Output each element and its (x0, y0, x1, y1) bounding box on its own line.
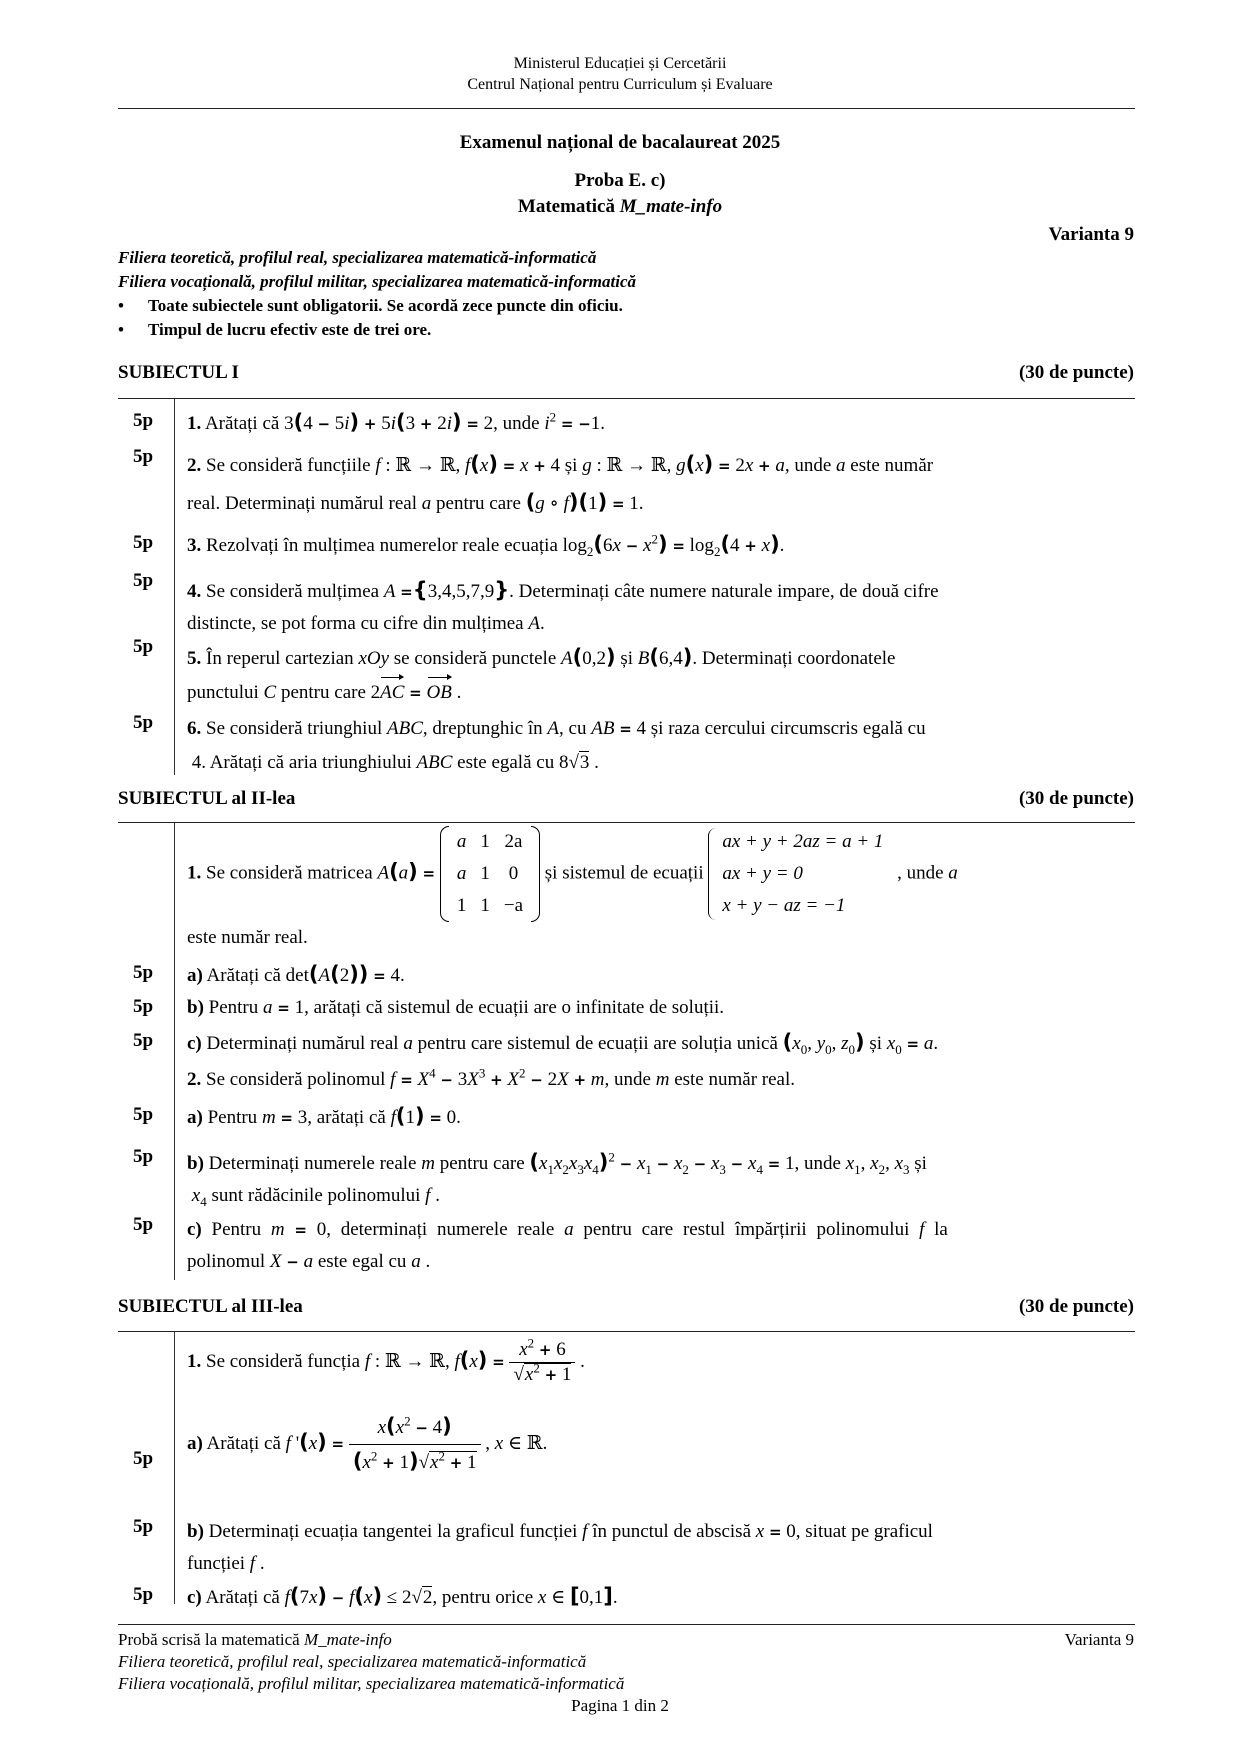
s2-p2-a: a) Pentru m = 3, arătați că f(1) = 0. (187, 1104, 461, 1128)
s1-question-6: 6. Se consideră triunghiul ABC, dreptunghic în A, cu AB = 4 și raza cercului circumscris egală cu 4. Arătați că aria triunghiului ABC este egală cu 8√3 . (187, 718, 926, 773)
s3-problem-1-intro: 1. Se consideră funcția f : ℝ → ℝ, f(x) = $\frac{x^2 + 6}{√x^2 + 1}$ . (187, 1335, 585, 1385)
question-number: 2. (187, 455, 202, 476)
proba-title: Proba E. c) (574, 170, 666, 191)
question-text: pentru care (276, 682, 371, 703)
question-text: Se consideră matricea (206, 862, 378, 884)
equation-system (708, 826, 892, 922)
points-label: 5p (132, 962, 154, 983)
s1-question-1: 1. Arătați că 3(4 − 5i) + 5i(3 + 2i) = 2, unde $i^2 = -1$. (187, 409, 606, 434)
subject-2-title: SUBIECTUL al II-lea (118, 788, 296, 809)
exam-title: Examenul național de bacalaureat 2025 (459, 132, 781, 153)
points-label: 5p (132, 410, 154, 431)
footer-variant: Varianta 9 (1064, 1630, 1134, 1649)
question-text: . Determinați câte numere naturale impare, de două cifre (509, 581, 939, 602)
question-text: , unde (784, 455, 837, 476)
question-text: pentru care (431, 493, 526, 514)
subject-3-title: SUBIECTUL al III-lea (118, 1296, 303, 1317)
subject-2-points: (30 de puncte) (1018, 788, 1134, 809)
footer-prefix: Probă scrisă la matematică (118, 1630, 304, 1649)
question-text: , unde (493, 413, 545, 434)
subject-name: M_mate-info (619, 196, 723, 217)
question-text: punctului (187, 682, 264, 703)
points-label: 5p (132, 636, 154, 657)
vector-ob: OB (427, 676, 452, 710)
question-text: este număr (845, 455, 934, 476)
bullet-2 (118, 320, 431, 340)
page-number: Pagina 1 din 2 (571, 1696, 669, 1715)
question-text: real. Determinați numărul real (187, 493, 422, 514)
question-text: și (615, 648, 638, 669)
s2-p2-c: c) Pentru m = 0, determinați numerele reale a pentru care restul împărțirii polinomului f la polinomul X − a este egal cu a . (187, 1219, 948, 1272)
s3-item-c: c) Arătați că f(7x) − f(x) ≤ 2√2, pentru orice x ∈ [0,1]. (187, 1584, 618, 1608)
question-number: 6. (187, 718, 202, 739)
s2-p1-b: b) Pentru a = 1, arătați că sistemul de ecuații are o infinitate de soluții. (187, 997, 725, 1018)
s1-question-4: 4. Se consideră mulțimea A ={3,4,5,7,9}. Determinați câte numere naturale impare, de două cifre distincte, se pot forma cu cifre din mulțimea A. (187, 578, 939, 634)
points-label: 5p (132, 570, 154, 591)
bullet-icon: • (118, 296, 124, 315)
question-number: 4. (187, 581, 202, 602)
question-text: distincte, se pot forma cu cifre din mulțimea (187, 613, 529, 634)
footer-filiera-1: Filiera teoretică, profilul real, specializarea matematică-informatică (118, 1652, 587, 1671)
question-text: 4. Arătați că aria triunghiului (191, 752, 417, 773)
points-label: 5p (132, 1584, 154, 1605)
question-text: . Determinați coordonatele (692, 648, 896, 669)
subject-1-points: (30 de puncte) (1018, 362, 1134, 383)
bullet-1 (118, 296, 623, 316)
subject-title (0, 196, 1240, 218)
fraction: $\frac{x^2 + 6}{√x^2 + 1}$ (509, 1338, 575, 1387)
s1-question-5: 5. În reperul cartezian xOy se consideră punctele A(0,2) și B(6,4). Determinați coordonatele punctului C pentru care 2AC = OB . (187, 640, 1135, 710)
points-label: 5p (132, 1214, 154, 1235)
s3-item-b: b) Determinați ecuația tangentei la graficul funcției f în punctul de abscisă x = 0, situat pe graficul funcției f . (187, 1521, 933, 1574)
question-text: Arătați că (204, 413, 285, 434)
vector-ac: AC (380, 676, 404, 710)
s2-p2-b: b) Determinați numerele reale m pentru care $(x_1x_2x_3x_4)^2 - x_1 - x_2 - x_3 - x_4 = 1$, unde $x_1$, $x_2$, $x_3$ și $x_4$ sunt rădăcinile polinomului f . (187, 1149, 927, 1209)
subject-1-title: SUBIECTUL I (118, 362, 239, 383)
s2-problem-2-intro: 2. Se consideră polinomul $f = X^4 - 3X^3 + X^2 - 2X + m$, unde m este număr real. (187, 1065, 795, 1090)
question-text: În reperul cartezian (206, 648, 359, 669)
ministry-name: Ministerul Educației și Cercetării (513, 55, 727, 72)
subject-1-column-separator (174, 399, 175, 775)
subject-3-column-separator (174, 1332, 175, 1604)
equation: x + y − az = −1 (722, 895, 846, 916)
s3-item-a: a) Arătați că f '(x) = $\frac{x(x^2 - 4)}{(x^2 + 1)√x^2 + 1}$ , x ∈ ℝ. (187, 1413, 548, 1473)
s2-problem-1-intro-end: este număr real. (187, 927, 308, 948)
equation: ax + y + 2az = a + 1 (722, 831, 884, 852)
footer-line-1 (118, 1630, 392, 1650)
center-name: Centrul Național pentru Curriculum și Evaluare (467, 76, 773, 93)
s1-question-2: 2. Se consideră funcțiile f : ℝ → ℝ, f(x) = x + 4 și g : ℝ → ℝ, g(x) = 2x + a, unde a este număr real. Determinați numărul real a pentru care (g ∘ f)(1) = 1. (187, 452, 934, 514)
question-text: și sistemul de ecuații (544, 862, 709, 884)
footer-filiera-2: Filiera vocațională, profilul militar, specializarea matematică-informatică (118, 1674, 625, 1693)
bullet-icon: • (118, 320, 124, 339)
question-number: 3. (187, 535, 202, 556)
variant-label: Varianta 9 (1048, 224, 1134, 245)
points-label: 5p (132, 1146, 154, 1167)
question-text: , unde (897, 862, 949, 884)
equation: ax + y = 0 (722, 863, 803, 884)
question-text: Se consideră funcțiile (206, 455, 376, 476)
bullet-text: Toate subiectele sunt obligatorii. Se acordă zece puncte din oficiu. (148, 296, 623, 315)
question-text: se consideră punctele (389, 648, 562, 669)
question-text: Rezolvați în mulțimea numerelor reale ecuația (206, 535, 563, 556)
points-label: 5p (132, 1448, 154, 1469)
question-text: , cu (559, 718, 592, 739)
footer-subject: M_mate-info (303, 1630, 392, 1649)
points-label: 5p (132, 996, 154, 1017)
question-text: Se consideră mulțimea (206, 581, 384, 602)
question-number: 5. (187, 648, 202, 669)
subject-prefix: Matematică (517, 196, 620, 217)
filiera-1: Filiera teoretică, profilul real, specializarea matematică-informatică (118, 248, 597, 267)
question-text: și raza cercului circumscris egală cu (646, 718, 926, 739)
s2-problem-1-intro: 1. Se consideră matricea A(a) = a 1 2a a 1 0 1 1 −a și sistemul de ecuații ax + y + 2az = a + 1 ax + y = 0 x + y − az = −1 , unde a (187, 826, 1135, 922)
s2-p1-c: c) Determinați numărul real a pentru care sistemul de ecuații are soluția unică ($x_0$, $y_0$, $z_0$) și $x_0 = a$. (187, 1030, 939, 1057)
s1-question-3: 3. Rezolvați în mulțimea numerelor reale ecuația $\log_2(6x - x^2) = \log_2(4 + x)$. (187, 531, 785, 559)
subject-1-divider (118, 398, 1135, 399)
points-label: 5p (132, 712, 154, 733)
question-text: , dreptunghic în (422, 718, 548, 739)
points-label: 5p (132, 446, 154, 467)
subject-3-divider (118, 1331, 1135, 1332)
points-label: 5p (132, 1104, 154, 1125)
s2-p1-a: a) Arătați că det(A(2)) = 4. (187, 962, 405, 986)
filiera-2: Filiera vocațională, profilul militar, specializarea matematică-informatică (118, 272, 637, 291)
bullet-text: Timpul de lucru efectiv este de trei ore. (148, 320, 432, 339)
matrix-a: a 1 2a a 1 0 1 1 −a (440, 826, 540, 922)
question-text: Se consideră triunghiul (206, 718, 387, 739)
subject-3-points: (30 de puncte) (1018, 1296, 1134, 1317)
footer-divider (118, 1624, 1135, 1625)
question-text: este egală cu (452, 752, 559, 773)
subject-2-divider (118, 822, 1135, 823)
question-text: și (560, 455, 583, 476)
points-label: 5p (132, 532, 154, 553)
fraction: $\frac{x(x^2 - 4)}{(x^2 + 1)√x^2 + 1}$ (349, 1414, 481, 1475)
question-number: 1. (187, 413, 202, 434)
points-label: 5p (132, 1030, 154, 1051)
points-label: 5p (132, 1516, 154, 1537)
header-divider (118, 108, 1135, 109)
subject-2-column-separator (174, 823, 175, 1280)
